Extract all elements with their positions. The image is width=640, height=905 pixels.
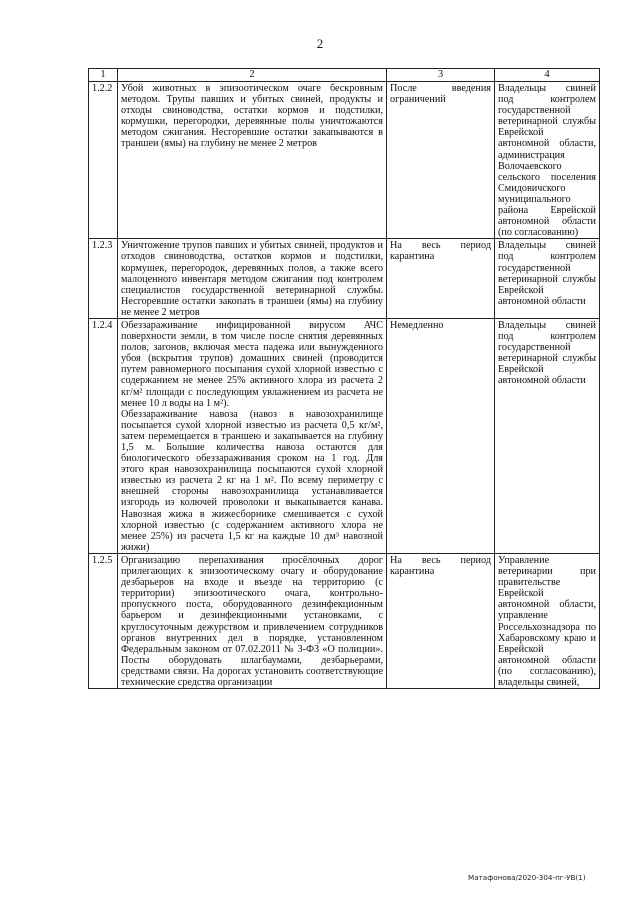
table-header-cell: 2 — [118, 69, 387, 82]
measure-text: Обеззараживание инфицированной вирусом АЧС поверхности земли, в том числе после снятия деревянных полов, загонов, включая места падежа или вынужденного убоя (вскрытия трупов) домашних свиней (проводится путем равномерного посыпания сухой хлорной известью с содержанием не менее 25% активного хлора из расчета 2 кг/м² площади с последующим увлажнением из расчета не менее 10 л воды на 1 м²). — [121, 319, 383, 409]
measure-responsible: Управление ветеринарии при правительстве Еврейской автономной области, управление Россельхознадзора по Хабаровскому краю и Еврейской автономной области (по согласованию), владельцы свиней, — [495, 553, 600, 688]
measure-term: После введения ограничений — [387, 82, 495, 239]
table-header-cell: 4 — [495, 69, 600, 82]
measure-text-continued: Обеззараживание навоза (навоз в навозохранилище посыпается сухой хлорной известью из расчета 0,5 кг/м², затем перемещается в траншею и закапывается на глубину 1,5 м. Большие количества навоза остаются для биологического обеззараживания сроком на 1 год. Для этого края навозохранилища посыпаются сухой хлорной известью из расчета 2 кг на 1 м². По всему периметру с внешней стороны навозохранилища устанавливается изгородь из колючей проволоки и выкапывается канава. Навозная жижа в жижесборнике смешивается с сухой хлорной известью (с содержанием активного хлора не менее 25%) из расчета 1,5 кг на каждые 10 дм³ навозной жижи) — [121, 408, 383, 553]
measure-text-cell — [118, 318, 387, 553]
table-row — [89, 239, 600, 319]
measure-term: Немедленно — [387, 318, 495, 553]
table-header-cell: 1 — [89, 69, 118, 82]
measure-text: Убой животных в эпизоотическом очаге бескровным методом. Трупы павших и убитых свиней, продукты и отходы свиноводства, остатки кормов и подстилки, кормушки, перегородки, деревянные полы уничтожаются методом сжигания. Несгоревшие остатки закапываются в траншеи (ямы) на глубину не менее 2 метров — [118, 82, 387, 239]
measure-term: На весь период карантина — [387, 553, 495, 688]
measure-text: Организацию перепахивания просёлочных дорог прилегающих к эпизоотическому очагу и оборудование дезбарьеров на входе и въезде на территорию (с территории) эпизоотического очага, контрольно-пропускного поста, оборудованного дезинфекционным барьером и дезинфекционными установками, с круглосуточным дежурством и привлечением сотрудников органов внутренних дел в порядке, установленном Федеральным законом от 07.02.2011 № 3-ФЗ «О полиции». Посты оборудовать шлагбаумами, дезбарьерами, средствами связи. На дорогах установить соответствующие технические средства организации — [118, 553, 387, 688]
table-row — [89, 553, 600, 688]
measures-table — [88, 68, 600, 689]
table-row — [89, 318, 600, 553]
measure-responsible: Владельцы свиней под контролем государственной ветеринарной службы Еврейской автономной области — [495, 239, 600, 319]
measure-responsible: Владельцы свиней под контролем государственной ветеринарной службы Еврейской автономной области — [495, 318, 600, 553]
row-number: 1.2.5 — [89, 553, 118, 688]
measure-text: Уничтожение трупов павших и убитых свиней, продуктов и отходов свиноводства, остатков кормов и подстилки, кормушек, перегородок, деревянных полов, а также всего малоценного инвентаря методом сжигания под контролем специалистов государственной ветеринарной службы. Несгоревшие остатки закопать в траншеи (ямы) на глубину не менее 2 метров — [118, 239, 387, 319]
row-number: 1.2.4 — [89, 318, 118, 553]
document-code-footer: Матафонова/2020-304-пг-УВ(1) — [468, 873, 586, 882]
row-number: 1.2.3 — [89, 239, 118, 319]
table-header-cell: 3 — [387, 69, 495, 82]
page-number: 2 — [316, 36, 324, 51]
row-number: 1.2.2 — [89, 82, 118, 239]
measure-term: На весь период карантина — [387, 239, 495, 319]
table-header-row — [89, 69, 600, 82]
table-row — [89, 82, 600, 239]
measure-responsible: Владельцы свиней под контролем государственной ветеринарной службы Еврейской автономной области, администрация Волочаевского сельского поселения Смидовичского муниципального района Еврейской автономной области (по согласованию) — [495, 82, 600, 239]
